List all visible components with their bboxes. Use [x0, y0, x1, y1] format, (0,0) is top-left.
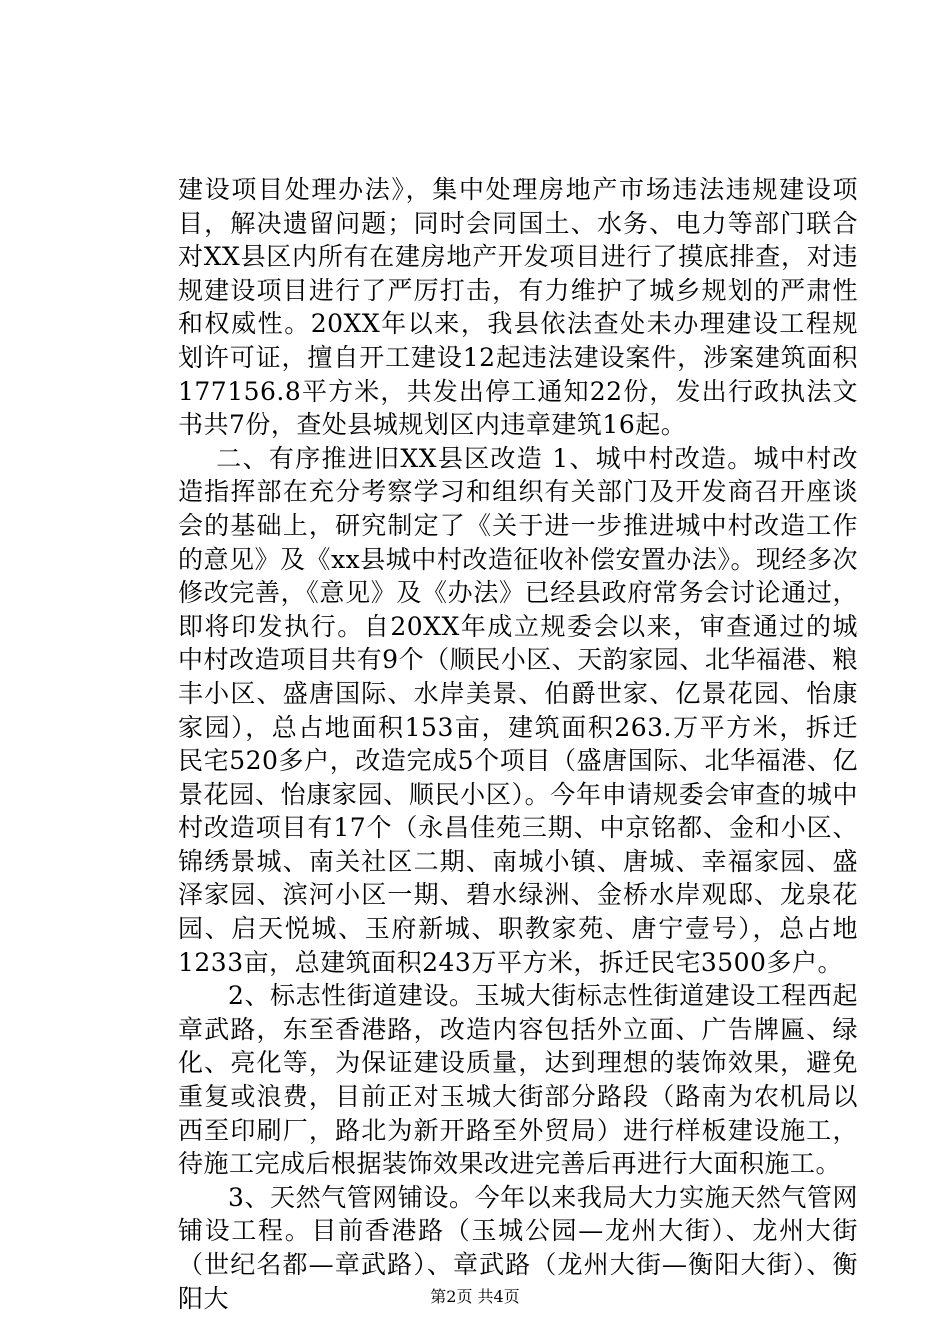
page-footer: 第2页 共4页 [430, 1287, 520, 1306]
paragraph-2: 二、有序推进旧XX县区改造 1、城中村改造。城中村改造指挥部在充分考察学习和组织有关部门及开发商召开座谈会的基础上，研究制定了《关于进一步推进城中村改造工作的意见》及《xx县城中村改造征收补偿安置办法》。现经多次修改完善，《意见》及《办法》已经县政府常务会讨论通过，即将印发执行。自20XX年成立规委会以来，审查通过的城中村改造项目共有9个（顺民小区、天韵家园、北华福港、粮丰小区、盛唐国际、水岸美景、伯爵世家、亿景花园、怡康家园），总占地面积153亩，建筑面积263.万平方米，拆迁民宅520多户，改造完成5个项目（盛唐国际、北华福港、亿景花园、怡康家园、顺民小区）。今年申请规委会审查的城中村改造项目有17个（永昌佳苑三期、中京铭都、金和小区、锦绣景城、南关社区二期、南城小镇、唐城、幸福家园、盛泽家园、滨河小区一期、碧水绿洲、金桥水岸观邸、龙泉花园、启天悦城、玉府新城、职教家苑、唐宁壹号），总占地1233亩，总建筑面积243万平方米，拆迁民宅3500多户。 [178, 443, 858, 977]
paragraph-3: 2、标志性街道建设。玉城大街标志性街道建设工程西起章武路，东至香港路，改造内容包括外立面、广告牌匾、绿化、亮化等，为保证建设质量，达到理想的装饰效果，避免重复或浪费，目前正对玉城大街部分路段（路南为农机局以西至印刷厂，路北为新开路至外贸局）进行样板建设施工，待施工完成后根据装饰效果改进完善后再进行大面积施工。 [178, 981, 858, 1179]
document-body [178, 173, 858, 1315]
paragraph-1: 建设项目处理办法》，集中处理房地产市场违法违规建设项目，解决遗留问题；同时会同国土、水务、电力等部门联合对XX县区内所有在建房地产开发项目进行了摸底排查，对违规建设项目进行了严厉打击，有力维护了城乡规划的严肃性和权威性。20XX年以来，我县依法查处未办理建设工程规划许可证，擅自开工建设12起违法建设案件，涉案建筑面积177156.8平方米，共发出停工通知22份，发出行政执法文书共7份，查处县城规划区内违章建筑16起。 [178, 175, 858, 440]
paragraph-4: 3、天然气管网铺设。今年以来我局大力实施天然气管网铺设工程。目前香港路（玉城公园—龙州大街）、龙州大街（世纪名都—章武路）、章武路（龙州大街—衡阳大街）、衡阳大 [178, 1182, 858, 1313]
